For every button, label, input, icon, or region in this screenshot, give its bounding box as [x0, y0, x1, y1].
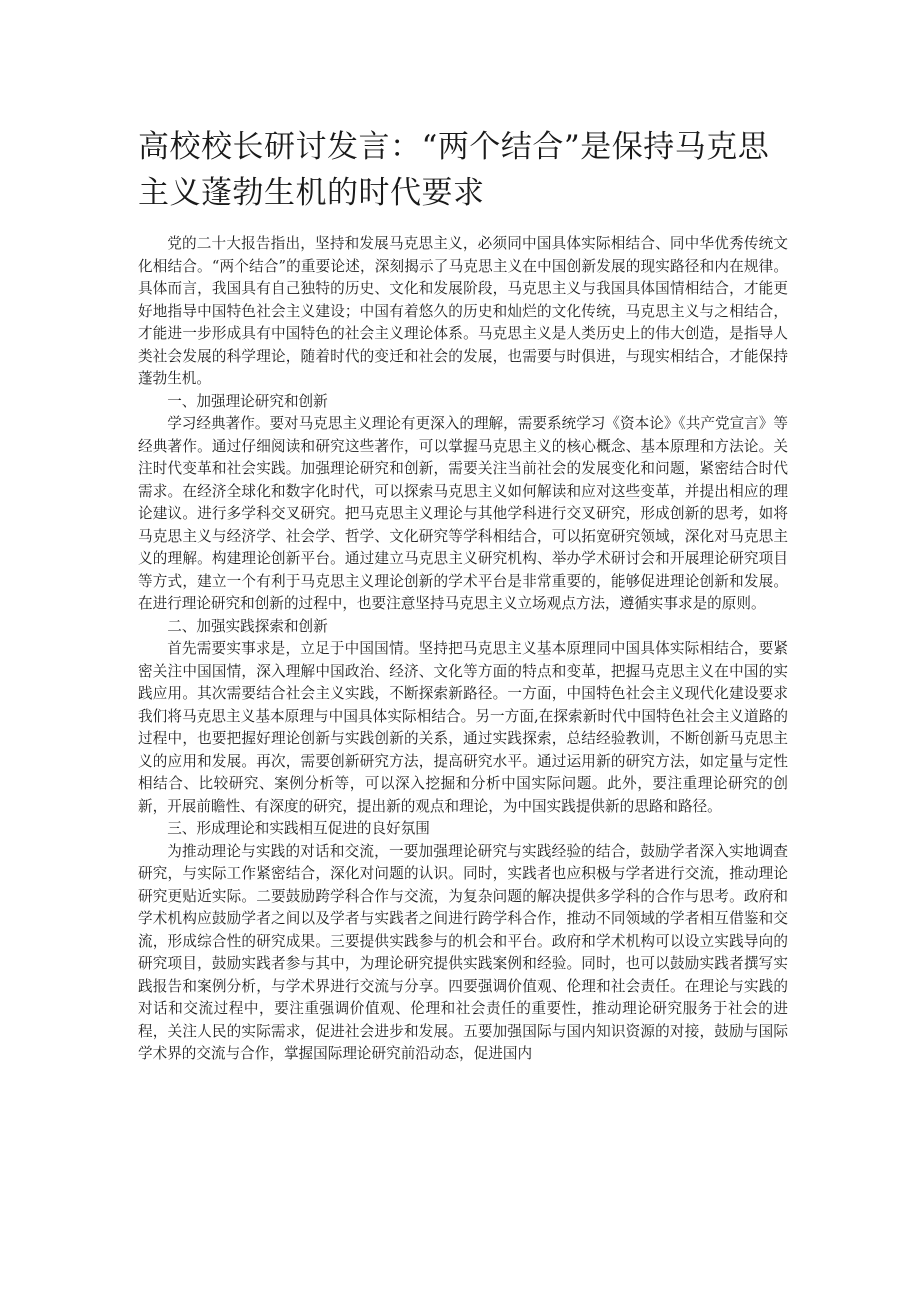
document-title: 高校校长研讨发言：“两个结合”是保持马克思主义蓬勃生机的时代要求 — [138, 129, 770, 211]
section-heading-3: 三、形成理论和实践相互促进的良好氛围 — [167, 820, 430, 837]
paragraph-section-2: 首先需要实事求是，立足于中国国情。坚持把马克思主义基本原理同中国具体实际相结合，要紧密关注中国国情，深入理解中国政治、经济、文化等方面的特点和变革，把握马克思主义在中国的实践应用。其次需要结合社会主义实践，不断探索新路径。一方面，中国特色社会主义现代化建设要求我们将马克思主义基本原理与中国具体实际相结合。另一方面,在探索新时代中国特色社会主义道路的过程中，也要把握好理论创新与实践创新的关系，通过实践探索，总结经验教训，不断创新马克思主义的应用和发展。再次，需要创新研究方法，提高研究水平。通过运用新的研究方法，如定量与定性相结合、比较研究、案例分析等，可以深入挖掘和分析中国实际问题。此外，要注重理论研究的创新，开展前瞻性、有深度的研究，提出新的观点和理论，为中国实践提供新的思路和路径。 — [138, 640, 788, 815]
paragraph-intro: 党的二十大报告指出，坚持和发展马克思主义，必须同中国具体实际相结合、同中华优秀传统文化相结合。“两个结合”的重要论述，深刻揭示了马克思主义在中国创新发展的现实路径和内在规律。具体而言，我国具有自己独特的历史、文化和发展阶段，马克思主义与我国具体国情相结合，才能更好地指导中国特色社会主义建设；中国有着悠久的历史和灿烂的文化传统，马克思主义与之相结合，才能进一步形成具有中国特色的社会主义理论体系。马克思主义是人类历史上的伟大创造，是指导人类社会发展的科学理论，随着时代的变迁和社会的发展，也需要与时俱进，与现实相结合，才能保持蓬勃生机。 — [138, 235, 788, 387]
section-heading-2: 二、加强实践探索和创新 — [167, 617, 328, 635]
paragraph-section-3: 为推动理论与实践的对话和交流，一要加强理论研究与实践经验的结合，鼓励学者深入实地调查研究，与实际工作紧密结合，深化对问题的认识。同时，实践者也应积极与学者进行交流，推动理论研究更贴近实际。二要鼓励跨学科合作与交流，为复杂问题的解决提供多学科的合作与思考。政府和学术机构应鼓励学者之间以及学者与实践者之间进行跨学科合作，推动不同领域的学者相互借鉴和交流，形成综合性的研究成果。三要提供实践参与的机会和平台。政府和学术机构可以设立实践导向的研究项目，鼓励实践者参与其中，为理论研究提供实践案例和经验。同时，也可以鼓励实践者撰写实践报告和案例分析，与学术界进行交流与分享。四要强调价值观、伦理和社会责任。在理论与实践的对话和交流过程中，要注重强调价值观、伦理和社会责任的重要性，推动理论研究服务于社会的进程，关注人民的实际需求，促进社会进步和发展。五要加强国际与国内知识资源的对接，鼓励与国际学术界的交流与合作，掌握国际理论研究前沿动态，促进国内 — [138, 842, 788, 1062]
document-body — [138, 233, 788, 1066]
paragraph-section-1: 学习经典著作。要对马克思主义理论有更深入的理解，需要系统学习《资本论》《共产党宣言》等经典著作。通过仔细阅读和研究这些著作，可以掌握马克思主义的核心概念、基本原理和方法论。关注时代变革和社会实践。加强理论研究和创新，需要关注当前社会的发展变化和问题，紧密结合时代需求。在经济全球化和数字化时代，可以探索马克思主义如何解读和应对这些变革，并提出相应的理论建议。进行多学科交叉研究。把马克思主义理论与其他学科进行交叉研究，形成创新的思考，如将马克思主义与经济学、社会学、哲学、文化研究等学科相结合，可以拓宽研究领域，深化对马克思主义的理解。构建理论创新平台。通过建立马克思主义研究机构、举办学术研讨会和开展理论研究项目等方式，建立一个有利于马克思主义理论创新的学术平台是非常重要的，能够促进理论创新和发展。在进行理论研究和创新的过程中，也要注意坚持马克思主义立场观点方法，遵循实事求是的原则。 — [138, 415, 788, 612]
section-heading-1: 一、加强理论研究和创新 — [167, 392, 328, 410]
